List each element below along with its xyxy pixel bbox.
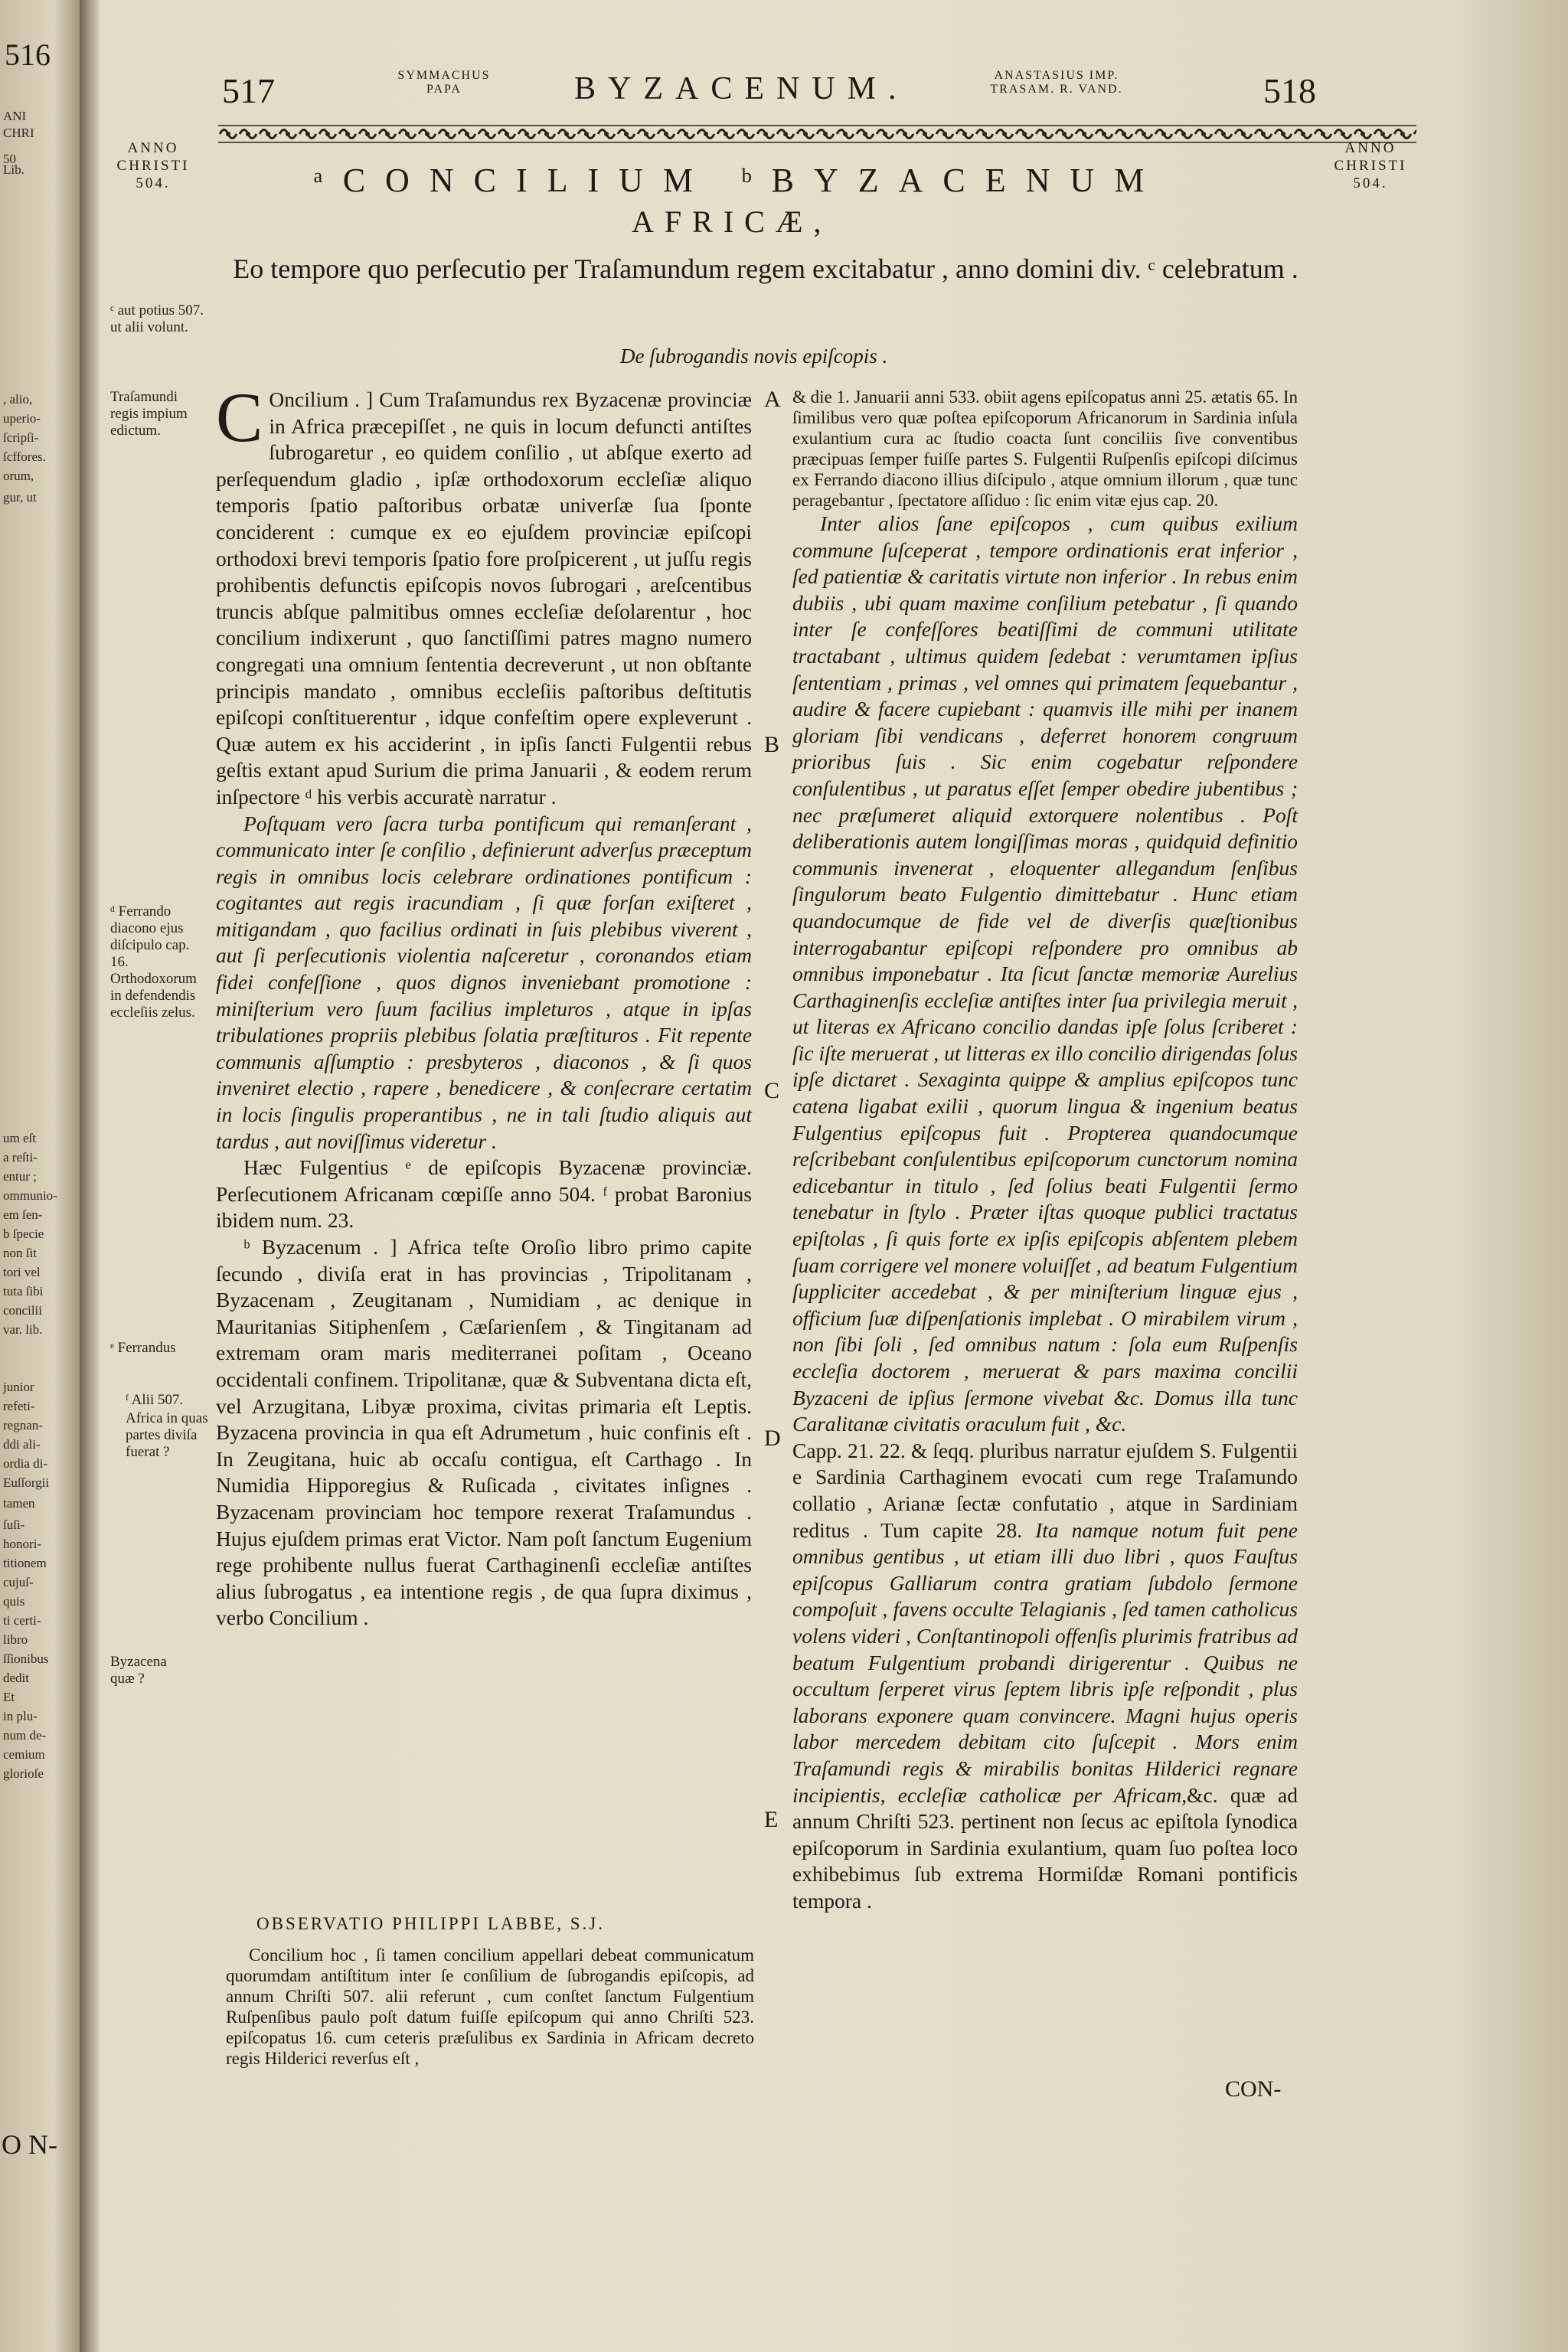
anno-word: ANNO bbox=[127, 140, 179, 156]
line-marker-d: D bbox=[764, 1426, 781, 1451]
concilium-title: ᵃCONCILIUM ᵇBYZACENUM bbox=[313, 162, 1165, 199]
catchword: CON- bbox=[1225, 2076, 1282, 2102]
facing-page-edge bbox=[0, 0, 86, 2352]
facing-page-fragment: , alio, bbox=[3, 392, 33, 407]
closing-text: &c. quæ ad annum Chriſti 523. pertinent non ſecus ac epiſtola ſynodica epiſcoporum in Sardinia exulantium, quam ſuo poſtea loco exhibebimus ſub extrema Hormiſdæ Romani pontificis tempora . bbox=[792, 1782, 1298, 1913]
page-number-right: 518 bbox=[1263, 71, 1316, 110]
paragraph-vita-quote: Inter alios ſane epiſcopos , cum quibus exilium commune ſuſceperat , tempore ordinationis erat inferior , ſed patientiæ & caritatis virtute non inferior . In rebus enim dubiis , ubi quam maxime conſilium petebatur , ſi quando inter ſe confeſſores beatiſſimi de communi utilitate tractabant , ultimus quidem ſedebat : verumtamen ipſius ſententiam , primas , vel omnes qui primatem ſequebantur , audire & facere cupiebant : quamvis ille mihi per inanem gloriam ſibi vendicans , deferret honorem congruum prioribus ſuis . Sic enim cogebatur reſpondere conſulentibus , ut paratus eſſet ſemper obedire jubentibus ; nec præſumeret aliquid extorquere nolentibus . Poſt deliberationis autem longiſſimas moras , quidquid definitio communis invenerat , eloquenter allegandum ſenſibus ſingulorum beato Fulgentio dimittebatur . Hunc etiam quandocumque de fide vel de diverſis quæſtionibus interrogabantur epiſcopi reſpondere pro omnibus ab omnibus imponebatur . Ita ſicut ſanctæ memoriæ Aurelius Carthaginenſis eccleſiæ antiſtes inter ſua privilegia meruit , ut literas ex Africano concilio dandas ipſe ſolus ſcriberet : ſic iſte meruerat , ut litteras ex illo concilio dirigendas ſolus ipſe dictaret . Sexaginta quippe & amplius epiſcopos tunc catena ligabat exilii , quorum lingua & ingenium beatus Fulgentius epiſcopus fuit . Propterea quandocumque reſcribebant conſulentibus epiſcoporum cunctorum nomina edicebantur in titulo , ſed ſolius beati Fulgentii ſermo tenebatur in ſtylo . Præter iſtas quoque publici tractatus epiſtolas , ſi quis forte ex ipſis epiſcopis abſentem plebem ſuam corrigere vel monere voluiſſet , ad beatum Fulgentium ſuppliciter accedebat , & per miniſterium linguæ ejus , officium ſuæ diſpenſationis implebat . O mirabilem virum , non ſibi ſoli , ſed omnibus natum : ſola eum Ruſpenſis eccleſia doctorem , meruerat & pars maxima concilii Byzaceni de ipſius ſermone vivebat &c. Domus illa tunc Caralitanæ civitatis oraculum fuit , &c. bbox=[792, 511, 1298, 1436]
margin-note-alii: ᶠ Alii 507. bbox=[126, 1392, 184, 1408]
facing-page-fragment: ANI bbox=[3, 109, 27, 123]
facing-page-fragment: cujuſ- bbox=[3, 1575, 34, 1589]
facing-page-fragment: libro bbox=[3, 1632, 28, 1647]
margin-note-year: ᶜ aut potius 507. ut alii volunt. bbox=[110, 302, 204, 335]
facing-page-fragment: cemium bbox=[3, 1747, 45, 1762]
christi-word: CHRISTI bbox=[1334, 158, 1407, 174]
facing-page-fragment: ſſionibus bbox=[3, 1651, 49, 1666]
facing-page-fragment: honori- bbox=[3, 1537, 42, 1551]
africae-title: AFRICÆ, bbox=[632, 204, 832, 239]
facing-page-fragment: tori vel bbox=[3, 1265, 41, 1279]
faustus-quote: Ita namque notum fuit pene omnibus gentibus , ut etiam illi duo libri , quos Fauſtus epiſcopus Galliarum contra gratiam ſubdolo ſermone compoſuit , favens occulte Telagianis , ſed tamen catholicus volens videri , Conſtantinopoli offenſis plurimis fratribus ad beatum Fulgentium probandi dirigerentur . Quibus ne occultum ſerperet virus ſeptem libris ipſe reſpondit , plus laborans exponere quam convincere. Magni hujus operis labor mercedem debitam cito ſuſcepit . Mors enim Traſamundi regis & mirabilis bonitas Hilderici regnare incipientis, eccleſiæ catholicæ per Africam, bbox=[792, 1517, 1298, 1807]
margin-note-africa: Africa in quas partes diviſa fuerat ? bbox=[126, 1410, 208, 1460]
running-head-king: TRASAM. R. VAND. bbox=[990, 83, 1123, 96]
anno-word: ANNO bbox=[1344, 140, 1396, 156]
left-text-column bbox=[216, 378, 752, 1632]
facing-page-fragment: tamen bbox=[3, 1496, 35, 1511]
paragraph-intro: & die 1. Januarii anni 533. obiit agens epiſcopatus anni 25. ætatis 65. In ſimilibus vero quæ poſtea epiſcoporum Africanorum in Sardinia inſula exulantium cura ac ſtudio coacta ſunt conciliis ſive conventibus præcipuas ſemper fuiſſe partes S. Fulgentii Ruſpenſis epiſcopi diſcimus ex Ferrando diacono illius diſcipulo , atque omnium illorum , quæ tunc peragebantur , ſpectatore aſſiduo : ſic enim vitæ ejus cap. 20. bbox=[792, 387, 1298, 510]
right-text-column bbox=[792, 387, 1298, 1914]
facing-page-fragment: non ſit bbox=[3, 1246, 37, 1260]
running-head-pope-title: PAPA bbox=[426, 83, 462, 96]
facing-page-fragment: Euſſorgii bbox=[3, 1475, 50, 1490]
running-head-title: BYZACENUM. bbox=[574, 71, 909, 106]
facing-page-fragment: dedit bbox=[3, 1671, 29, 1685]
facing-page-fragment: b ſpecie bbox=[3, 1227, 44, 1241]
facing-page-fragment: 50 bbox=[3, 152, 16, 166]
facing-page-fragment: refeti- bbox=[3, 1399, 35, 1413]
observatio-heading: OBSERVATIO PHILIPPI LABBE, S.J. bbox=[256, 1914, 605, 1933]
facing-page-fragment: um eſt bbox=[3, 1131, 36, 1145]
ornament-band-graphic bbox=[218, 122, 1416, 145]
facing-page-fragment: ſcripſi- bbox=[3, 430, 39, 445]
facing-page-fragment: quis bbox=[3, 1594, 25, 1609]
margin-note-ferrandus: ᵉ Ferrandus bbox=[110, 1340, 176, 1356]
paragraph-persecution: Hæc Fulgentius ᵉ de epiſcopis Byzacenæ provinciæ. Perſecutionem Africanam cœpiſſe anno 504. ᶠ probat Baronius ibidem num. 23. bbox=[216, 1155, 752, 1233]
facing-page-number: 516 bbox=[5, 38, 51, 72]
facing-page-fragment: titionem bbox=[3, 1556, 47, 1570]
facing-page-fragment: junior bbox=[3, 1380, 34, 1394]
margin-note-ferrando: ᵈ Ferrando diacono ejus diſcipulo cap. 16. Orthodoxorum in defendendis eccleſiis zelus. bbox=[110, 903, 197, 1021]
running-head-pope-name: SYMMACHUS bbox=[397, 69, 491, 82]
facing-page-fragment: regnan- bbox=[3, 1418, 43, 1432]
facing-page-fragment: a reſti- bbox=[3, 1150, 38, 1165]
facing-page-fragment: em ſen- bbox=[3, 1207, 43, 1222]
year: 504. bbox=[136, 175, 171, 191]
facing-page-fragment: uperio- bbox=[3, 411, 41, 426]
facing-page-fragment: ſuſi- bbox=[3, 1517, 25, 1532]
observatio-text-block bbox=[226, 1945, 754, 2069]
facing-page-fragment: ddi ali- bbox=[3, 1437, 41, 1452]
facing-page-fragment: tuta ſibi bbox=[3, 1284, 44, 1298]
line-marker-a: A bbox=[764, 387, 781, 412]
facing-page-fragment: glorioſe bbox=[3, 1766, 44, 1781]
running-head-pope bbox=[383, 69, 505, 96]
running-head-emperor-name: ANASTASIUS IMP. bbox=[994, 69, 1119, 82]
paragraph-concilium bbox=[216, 378, 752, 811]
facing-page-fragment: concilii bbox=[3, 1303, 42, 1318]
facing-page-fragment: Et bbox=[3, 1690, 15, 1704]
paragraph-byzacenum: ᵇ Byzacenum . ] Africa teſte Oroſio libro primo capite ſecundo , diviſa erat in has provincias , Tripolitanam , Byzacenam , Zeugitanam , Numidiam , ac denique in Mauritanias Sitiphenſem , Cæſarienſem , & Tingitanam ad extremam oram maris mediterranei poſitam , Oceano occidentali confinem. Tripolitanæ, quæ & Subventana dicta eſt, vel Arzugitana, Libyæ proxima, civitas primaria eſt Leptis. Byzacena provincia in qua eſt Adrumetum , huic confinis eſt . In Zeugitana, huic ab occaſu contigua, eſt Carthago . In Numidia Hipporegius & Ruſicada , civitates inſignes . Byzacenam provinciam hoc tempore rexerat Traſamundus . Hujus ejuſdem primas erat Victor. Nam poſt ſanctum Eugenium rege prohibente nullus fuerat Carthaginenſi eccleſiæ antiſtes alius ſubrogatus , ea intentione regis , de qua ſupra diximus , verbo Concilium . bbox=[216, 1235, 752, 1630]
facing-page-fragment: ommunio- bbox=[3, 1188, 57, 1203]
facing-page-fragment: var. lib. bbox=[3, 1322, 43, 1337]
facing-page-fragment: gur, ut bbox=[3, 490, 37, 505]
facing-page-fragment: ti certi- bbox=[3, 1613, 41, 1628]
facing-page-fragment: CHRI bbox=[3, 126, 34, 140]
facing-page-fragment: entur ; bbox=[3, 1169, 37, 1184]
line-marker-c: C bbox=[764, 1078, 780, 1103]
concilium-subtitle: Eo tempore quo perſecutio per Traſamundum regem excitabatur , anno domini div. ᶜ celebratum . bbox=[233, 253, 1298, 284]
capp-text: Capp. 21. 22. & ſeqq. pluribus narratur ejuſdem S. Fulgentii e Sardinia Carthaginem evocati cum rege Traſamundo collatio , Arianæ ſectæ confutatio , atque in Sardiniam reditus . Tum capite 28. bbox=[792, 1438, 1298, 1542]
facing-page-fragment: Lib. bbox=[3, 162, 24, 177]
page-number-left: 517 bbox=[222, 71, 275, 110]
anno-christi-right bbox=[1325, 139, 1416, 192]
running-head-emperor bbox=[946, 69, 1168, 96]
main-page bbox=[100, 0, 1568, 2352]
book-gutter bbox=[80, 0, 100, 2352]
facing-page-fragment: ordia di- bbox=[3, 1456, 48, 1471]
facing-page-fragment: ſcffores. bbox=[3, 449, 46, 464]
line-marker-b: B bbox=[764, 732, 780, 757]
drop-cap: C bbox=[216, 378, 263, 456]
christi-word: CHRISTI bbox=[116, 158, 190, 174]
facing-page-fragment: O N- bbox=[2, 2129, 57, 2160]
paragraph-capp bbox=[792, 1438, 1298, 1915]
margin-note-byzacena: Byzacena quæ ? bbox=[110, 1654, 167, 1687]
paragraph-concilium-text: Oncilium . ] Cum Traſamundus rex Byzacenæ provinciæ in Africa præcepiſſet , ne quis in locum defuncti antiſtes ſubrogaretur , eo quidem conſilio , ut abſque exerto ad perſequendum gladio , ipſæ orthodoxorum eccleſiæ aliquo temporis ſpatio paſtoribus orbatæ univerſæ ſua ſponte conciderent : cumque ex eo ejuſdem provinciæ epiſcopi orthodoxi brevi temporis ſpatio fore proſpicerent , ut juſſu regis prohibentis defunctis epiſcopis novos ſubrogari , areſcentibus truncis abſque palmitibus omnes eccleſiæ deſolarentur , hoc concilium indixerunt , quo ſanctiſſimi patres magno numero congregati una omnium ſententia decreverunt , ut non obſtante principis mandato , omnibus eccleſiis paſtoribus deſtitutis epiſcopi conſtituerentur , idque confeſtim opere expleverunt . Quæ autem ex his acciderint , in ipſis ſancti Fulgentii rebus geſtis extant apud Surium die prima Januarii , & eodem rerum inſpectore ᵈ his verbis accuratè narratur . bbox=[216, 387, 752, 808]
section-heading: De ſubrogandis novis epiſcopis . bbox=[620, 345, 888, 368]
line-marker-e: E bbox=[764, 1807, 779, 1832]
ornament-band bbox=[218, 122, 1416, 145]
facing-page-fragment: num de- bbox=[3, 1728, 47, 1743]
year: 504. bbox=[1353, 175, 1388, 191]
margin-note-edict: Traſamundi regis impium edictum. bbox=[110, 389, 188, 439]
facing-page-fragment: orum, bbox=[3, 469, 34, 483]
observatio-text: Concilium hoc , ſi tamen concilium appellari debeat communicatum quorumdam antiſtitum inter ſe conſilium de ſubrogandis epiſcopis, ad annum Chriſti 507. alii referunt , cum conſtet ſanctum Fulgentium Ruſpenſibus paulo poſt datum fuiſſe epiſcopum qui anno Chriſti 523. epiſcopatus 16. cum ceteris præſulibus ex Sardinia in Africam decreto regis Hilderici reverſus eſt , bbox=[226, 1945, 754, 2068]
facing-page-fragment: in plu- bbox=[3, 1709, 38, 1723]
paragraph-quotation: Poſtquam vero ſacra turba pontificum qui remanſerant , communicato inter ſe conſilio , definierunt adverſus præceptum regis in omnibus locis celebrare ordinationes pontificum : cogitantes aut regis iracundiam , ſi quæ forſan exiſteret , mitigandam , quo facilius ordinati in ſuis plebibus viverent , aut ſi perſecutionis violentia naſceretur , coronandos etiam fidei confeſſione , quos dignos inveniebant promotione : miniſterium vero ſuum facilius impleturos , atque in ipſas tribulationes propriis plebibus ſolatia præſtituros . Fit repente communis aſſumptio : presbyteros , diaconos , & ſi quos inveniret electio , rapere , benedicere , & conſecrare certatim in locis ſingulis properantibus , ne in tali ſtudio aliquis aut tardus , aut noviſſimus videretur . bbox=[216, 811, 752, 1153]
